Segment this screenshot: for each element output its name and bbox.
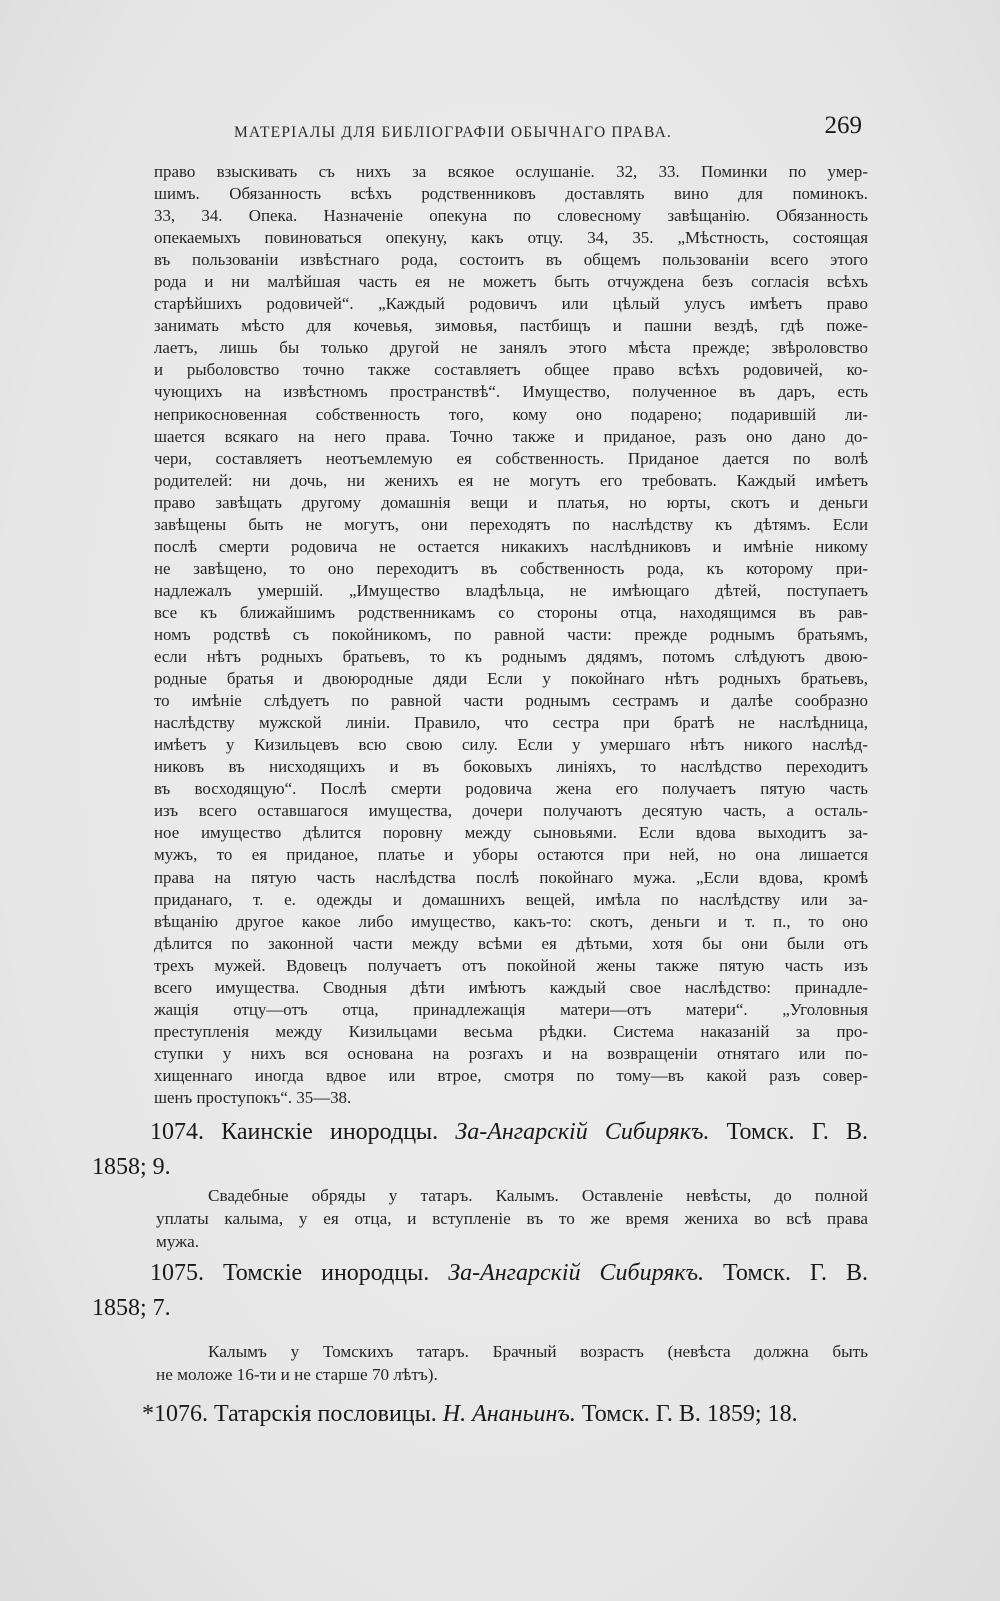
entry-annotation-1075 [156,1340,868,1386]
text-line: 33, 34. Опека. Назначеніе опекуна по словесному завѣщанію. Обязанность [154,206,868,226]
entry-annotation-1074 [156,1184,868,1253]
annotation-line: не моложе 16-ти и не старше 70 лѣтъ). [156,1365,438,1384]
entry-heading [92,1397,868,1432]
text-line: надлежалъ умершій. „Имущество владѣльца, не имѣющаго дѣтей, поступаетъ [154,580,868,600]
text-line: послѣ смерти родовича не остается никакихъ наслѣдниковъ и имѣніе никому [154,536,868,556]
entry-year: 1858; 9. [92,1154,171,1180]
text-line: завѣщены быть не могутъ, они переходятъ по наслѣдству къ дѣтямъ. Если [154,514,868,534]
bibliography-entry-1076 [92,1397,868,1432]
text-line: наслѣдству мужской линіи. Правило, что сестра при братѣ не наслѣдница, [154,713,868,733]
text-line: приданаго, т. е. одежды и домашнихъ вещей, имѣла по наслѣдству или за- [154,889,868,909]
text-line: жащія отцу—отъ отца, принадлежащія матери—отъ матери“. „Уголовныя [154,999,868,1019]
body-paragraph [154,161,868,1109]
text-line: мужъ, то ея приданое, платье и уборы остаются при ней, но она лишается [154,845,868,865]
entry-author: Н. Ананьинъ. [442,1401,576,1427]
entry-heading [92,1115,868,1150]
text-line: въ пользованіи извѣстнаго рода, состоитъ въ общемъ пользованіи всего этого [154,250,868,270]
text-line: если нѣтъ родныхъ братьевъ, то къ роднымъ дядямъ, потомъ слѣдуютъ двою- [154,647,868,667]
text-line: всего имущества. Сводныя дѣти имѣютъ каждый свое наслѣдство: принадле- [154,977,868,997]
entry-source: Томск. Г. В. [726,1119,869,1145]
entry-source: Томск. Г. В. 1859; 18. [581,1401,798,1427]
text-line: ступки у нихъ вся основана на розгахъ и на возвращеніи отнятаго или по- [154,1043,868,1063]
text-line: чующихъ на извѣстномъ пространствѣ“. Имущество, полученное въ даръ, есть [154,382,868,402]
entry-title: Каинскіе инородцы. [221,1119,439,1145]
text-line: права на пятую часть наслѣдства послѣ покойнаго мужа. „Если вдова, кромѣ [154,867,868,887]
page-number: 269 [824,112,862,139]
text-line: шается всякаго на него права. Точно также и приданое, разъ оно дано до- [154,426,868,446]
text-line: право завѣщать другому домашнія вещи и платья, но юрты, скотъ и деньги [154,492,868,512]
text-line: чери, составляетъ неотъемлемую ея собственность. Приданое дается по волѣ [154,448,868,468]
text-line: опекаемыхъ повиноваться опекуну, какъ отцу. 34, 35. „Мѣстность, состоящая [154,228,868,248]
entry-title: Татарскія пословицы. [214,1401,437,1427]
text-line: право взыскивать съ нихъ за всякое ослушаніе. 32, 33. Поминки по умер- [154,162,868,181]
text-line: въ восходящую“. Послѣ смерти родовича жена его получаетъ пятую часть [154,779,868,799]
entry-author: За-Ангарскій Сибирякъ. [448,1260,705,1286]
annotation-line: Свадебные обряды у татаръ. Калымъ. Оставленіе невѣсты, до полной [208,1186,868,1205]
entry-year: 1858; 7. [92,1295,171,1321]
text-line: шенъ проступокъ“. 35—38. [154,1087,352,1107]
entry-number: 1074. [150,1119,204,1145]
text-line: вѣщанію другое какое либо имущество, какъ-то: скотъ, деньги и т. п., то оно [154,911,868,931]
text-line: преступленія между Кизильцами весьма рѣдки. Система наказаній за про- [154,1021,868,1041]
text-line: имѣетъ у Кизильцевъ всю свою силу. Если у умершаго нѣтъ никого наслѣд- [154,735,868,755]
text-line: дѣлится по законной части между всѣми ея дѣтьми, хотя бы они были отъ [154,933,868,953]
entry-source: Томск. Г. В. [723,1260,868,1286]
text-line: трехъ мужей. Вдовецъ получаетъ отъ покойной жены также пятую часть изъ [154,955,868,975]
text-line: рода и ни малѣйшая часть ея не можетъ быть отчуждена безъ согласія всѣхъ [154,272,868,292]
annotation-line: уплаты калыма, у ея отца, и вступленіе въ то же время жениха во всѣ права [156,1209,868,1228]
text-line: шимъ. Обязанность всѣхъ родственниковъ доставлять вино для поминокъ. [154,184,868,204]
text-line: хищеннаго иногда вдвое или втрое, смотря по тому—въ какой разъ совер- [154,1065,868,1085]
entry-number: *1076. [142,1401,208,1427]
text-line: изъ всего оставшагося имущества, дочери получаютъ десятую часть, а осталь- [154,801,868,821]
text-line: все къ ближайшимъ родственникамъ со стороны отца, находящимся въ рав- [154,602,868,622]
text-line: и рыболовство точно также составляетъ общее право всѣхъ родовичей, ко- [154,360,868,380]
entry-title: Томскіе инородцы. [222,1260,430,1286]
text-line: родителей: ни дочь, ни женихъ ея не могутъ его требовать. Каждый имѣетъ [154,470,868,490]
body-text [154,161,868,1109]
page-header [150,112,862,152]
text-line: ное имущество дѣлится поровну между сыновьями. Если вдова выходитъ за- [154,823,868,843]
text-line: лаетъ, лишь бы только другой не занялъ этого мѣста прежде; звѣроловство [154,338,868,358]
text-line: старѣйшихъ родовичей“. „Каждый родовичъ или цѣлый улусъ имѣетъ право [154,294,868,314]
text-line: никовъ въ нисходящихъ и въ боковыхъ линіяхъ, то наслѣдство переходитъ [154,757,868,777]
text-line: родные братья и двоюродные дяди Если у покойнаго нѣтъ родныхъ братьевъ, [154,669,868,689]
entry-author: За-Ангарскій Сибирякъ. [455,1119,710,1145]
text-line: номъ родствѣ съ покойникомъ, по равной части: прежде роднымъ братьямъ, [154,624,868,644]
annotation-line: мужа. [156,1232,200,1251]
entry-heading [92,1256,868,1291]
running-head: МАТЕРІАЛЫ ДЛЯ БИБЛІОГРАФІИ ОБЫЧНАГО ПРАВА. [234,124,673,141]
text-line: то имѣніе слѣдуетъ по равной части роднымъ сестрамъ и далѣе сообразно [154,691,868,711]
text-line: не завѣщено, то оно переходитъ въ собственность рода, къ которому при- [154,558,868,578]
text-line: неприкосновенная собственность того, кому оно подарено; подарившій ли- [154,404,868,424]
text-line: занимать мѣсто для кочевья, зимовья, пастбищъ и пашни вездѣ, гдѣ поже- [154,316,868,336]
annotation-line: Калымъ у Томскихъ татаръ. Брачный возрастъ (невѣста должна быть [208,1342,868,1361]
bibliography-entry-1075 [92,1256,868,1326]
bibliography-entry-1074 [92,1115,868,1185]
entry-number: 1075. [150,1260,204,1286]
